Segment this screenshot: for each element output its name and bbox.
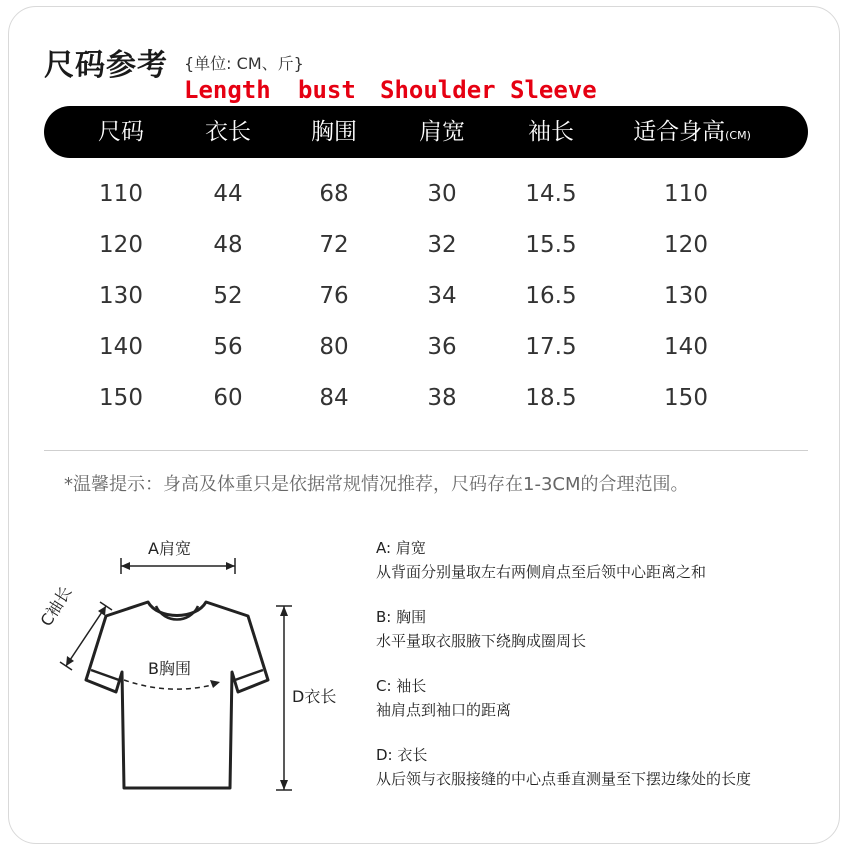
definition-sleeve [376,674,826,722]
english-label-length: Length [184,76,271,104]
sleeve-label: C袖长 [36,582,76,630]
cell-bust: 72 [319,232,349,258]
cell-length: 56 [213,334,243,360]
cell-shoulder: 32 [427,232,457,258]
cell-length: 44 [213,181,243,207]
cell-length: 60 [213,385,243,411]
length-label: D衣长 [292,687,337,706]
cell-bust: 68 [319,181,349,207]
cell-shoulder: 38 [427,385,457,411]
cell-shoulder: 34 [427,283,457,309]
header-size: 尺码 [98,119,144,145]
english-labels [180,76,620,106]
measurement-definitions [376,536,826,812]
cell-sleeve: 17.5 [525,334,577,360]
table-row [44,378,808,418]
english-label-bust: bust [298,76,356,104]
table-row [44,276,808,316]
english-label-shoulder: Shoulder [380,76,496,104]
cell-size: 130 [99,283,143,309]
table-row [44,327,808,367]
english-label-sleeve: Sleeve [510,76,597,104]
header-height-label: 适合身高 [633,119,726,145]
header-sleeve: 袖长 [528,119,574,145]
definition-shoulder [376,536,826,584]
cell-sleeve: 15.5 [525,232,577,258]
cell-length: 52 [213,283,243,309]
definition-desc: 从后领与衣服接缝的中心点垂直测量至下摆边缘处的长度 [376,770,752,788]
cell-height: 110 [664,181,708,207]
divider [44,450,808,451]
cell-shoulder: 30 [427,181,457,207]
definition-length [376,743,826,791]
table-header [44,106,808,158]
tshirt-diagram [20,520,360,820]
cell-height: 140 [664,334,708,360]
definition-term: D: 衣长 [376,746,428,764]
definition-term: B: 胸围 [376,608,427,626]
header-length: 衣长 [205,119,251,145]
definition-term: C: 袖长 [376,677,427,695]
definition-desc: 从背面分别量取左右两侧肩点至后领中心距离之和 [376,563,707,581]
cell-sleeve: 16.5 [525,283,577,309]
definition-desc: 水平量取衣服腋下绕胸成圈周长 [376,632,587,650]
definition-bust [376,605,826,653]
cell-size: 110 [99,181,143,207]
cell-size: 150 [99,385,143,411]
cell-bust: 80 [319,334,349,360]
definition-desc: 袖肩点到袖口的距离 [376,701,512,719]
unit-note: {单位: CM、斤} [184,54,304,73]
page-title: 尺码参考 [44,48,168,83]
cell-length: 48 [213,232,243,258]
cell-size: 120 [99,232,143,258]
cell-height: 120 [664,232,708,258]
cell-sleeve: 14.5 [525,181,577,207]
cell-shoulder: 36 [427,334,457,360]
header-bust: 胸围 [311,119,357,145]
cell-sleeve: 18.5 [525,385,577,411]
table-row [44,225,808,265]
shoulder-label: A肩宽 [148,539,191,558]
size-tip: *温馨提示：身高及体重只是依据常规情况推荐，尺码存在1-3CM的合理范围。 [64,474,689,495]
cell-bust: 84 [319,385,349,411]
cell-size: 140 [99,334,143,360]
cell-height: 130 [664,283,708,309]
header-height [633,106,751,162]
definition-term: A: 肩宽 [376,539,426,557]
header-height-unit: (CM) [725,129,751,142]
cell-height: 150 [664,385,708,411]
bust-label: B胸围 [148,659,191,678]
table-row [44,174,808,214]
cell-bust: 76 [319,283,349,309]
header-shoulder: 肩宽 [419,119,465,145]
